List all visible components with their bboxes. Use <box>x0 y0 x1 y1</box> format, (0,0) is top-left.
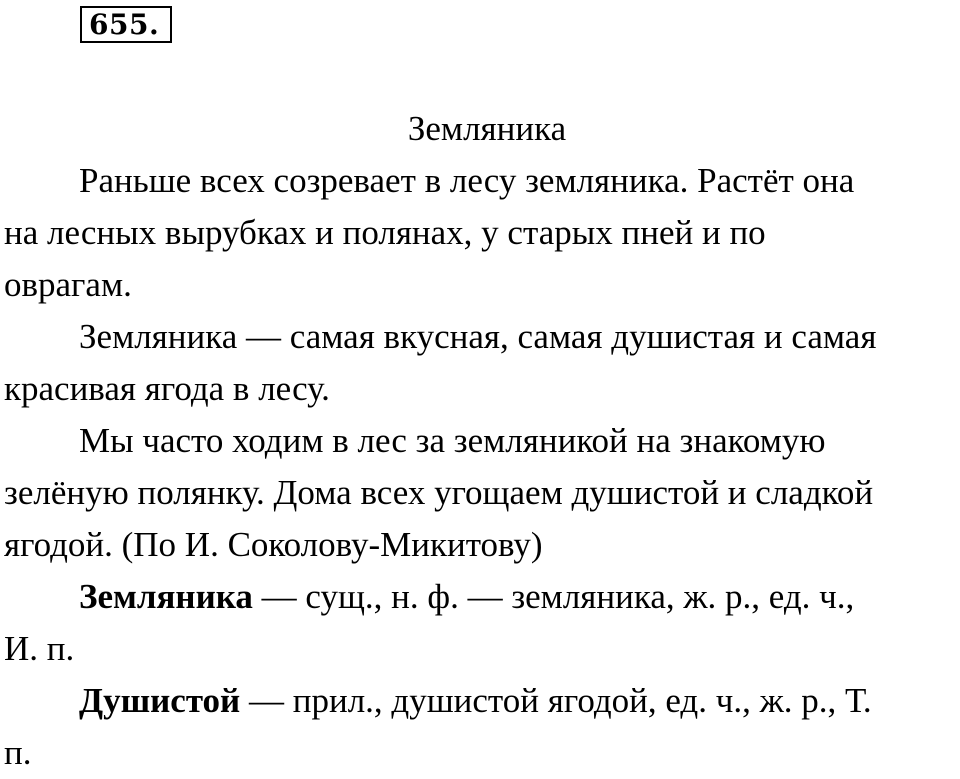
paragraph-2-line-1: Земляника — самая вкусная, самая душистая и самая <box>79 317 877 356</box>
paragraph-1 <box>4 155 960 311</box>
analysis-word-2-line-1 <box>4 675 960 727</box>
analysis-word-2-description: — прил., душистой ягодой, ед. ч., ж. р., Т. <box>240 681 872 720</box>
paragraph-3-line-3: ягодой. (По И. Соколову-Микитову) <box>4 525 543 564</box>
exercise-number-text: 655. <box>89 8 160 41</box>
paragraph-1-line-1: Раньше всех созревает в лесу земляника. Растёт она <box>79 161 855 200</box>
analysis-word-2-term: Душистой <box>79 681 241 720</box>
exercise-number <box>80 6 172 43</box>
analysis-word-1-description: — сущ., н. ф. — земляника, ж. р., ед. ч., <box>252 577 855 616</box>
exercise-body <box>4 103 960 779</box>
paragraph-3-line-1: Мы часто ходим в лес за земляникой на знакомую <box>79 421 826 460</box>
paragraph-3 <box>4 415 960 571</box>
paragraph-1-line-2: на лесных вырубках и полянах, у старых пней и по <box>4 213 766 252</box>
analysis-word-1-line-1 <box>4 571 960 623</box>
paragraph-2-line-2: красивая ягода в лесу. <box>4 369 330 408</box>
analysis-word-1-line-2: И. п. <box>4 629 75 668</box>
analysis-word-1-term: Земляника <box>79 577 253 616</box>
analysis-word-2-line-2: п. <box>4 733 32 772</box>
analysis-word-1 <box>4 571 960 675</box>
paragraph-2 <box>4 311 960 415</box>
paragraph-1-line-3: оврагам. <box>4 265 132 304</box>
paragraph-3-line-2: зелёную полянку. Дома всех угощаем душистой и сладкой <box>4 473 874 512</box>
text-title: Земляника <box>407 109 567 148</box>
analysis-word-2 <box>4 675 960 779</box>
